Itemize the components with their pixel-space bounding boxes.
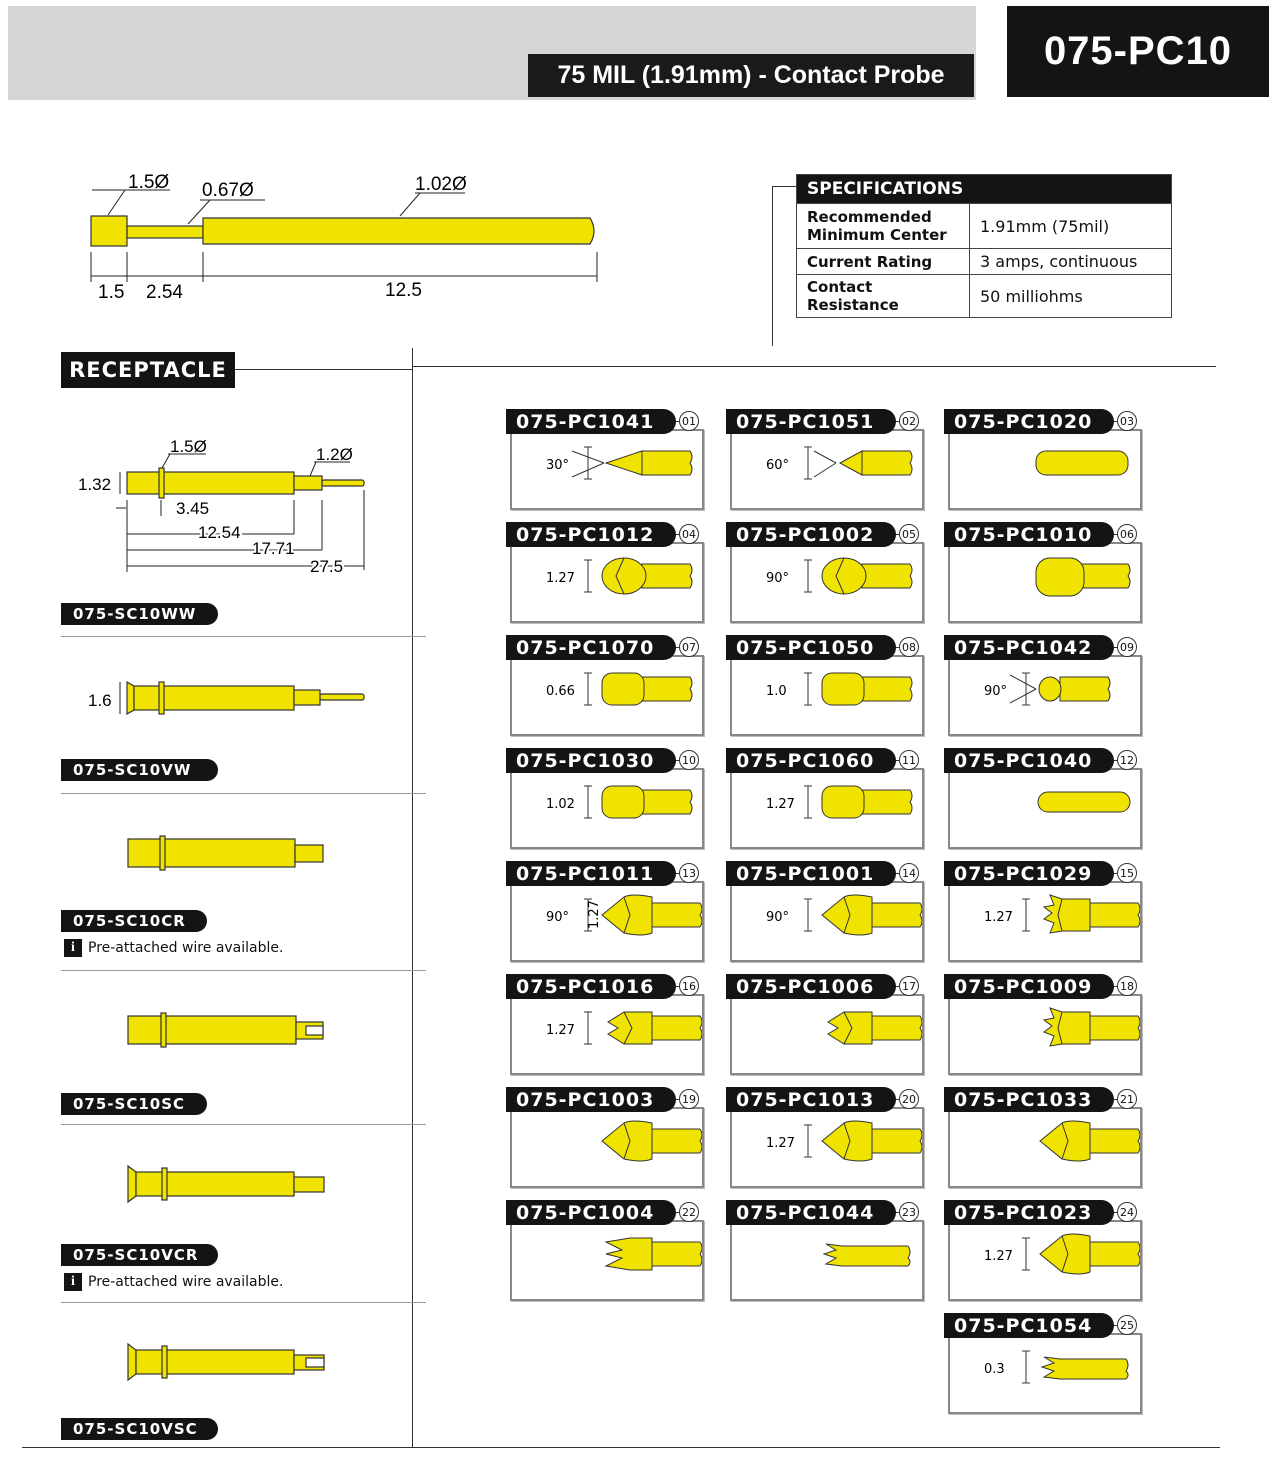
tip-card-frame — [730, 655, 924, 736]
tip-index-badge: 14 — [899, 863, 919, 883]
tip-part-number: 075-PC1004 — [506, 1200, 676, 1225]
tip-card — [726, 1200, 918, 1300]
tip-label: 60° — [766, 458, 790, 473]
receptacle-part-ww: 075-SC10WW — [61, 603, 218, 625]
spec-row — [797, 275, 1172, 318]
tip-card-frame — [948, 542, 1142, 623]
info-icon: i — [64, 1273, 82, 1291]
specifications-table — [796, 174, 1172, 318]
column-divider — [412, 348, 413, 1448]
tip-part-number: 075-PC1001 — [726, 861, 896, 886]
spec-label: Minimum Center — [807, 226, 947, 244]
dimension-mark — [804, 899, 812, 931]
tip-card — [506, 974, 698, 1074]
tip-drawing — [732, 770, 922, 847]
receptacle-divider — [61, 1302, 426, 1303]
tip-part-number: 075-PC1042 — [944, 635, 1114, 660]
tip-drawing — [950, 770, 1140, 847]
receptacle-divider — [61, 1124, 426, 1125]
tip-card — [506, 748, 698, 848]
tip-drawing — [950, 1335, 1140, 1412]
tip-part-number: 075-PC1030 — [506, 748, 676, 773]
tip-index-badge: 08 — [899, 637, 919, 657]
tip-drawing — [512, 1222, 702, 1299]
tip-index-badge: 07 — [679, 637, 699, 657]
receptacle-dia2-label: 1.2Ø — [316, 445, 353, 464]
tip-index-badge: 15 — [1117, 863, 1137, 883]
tip-card-frame — [948, 994, 1142, 1075]
tip-part-number: 075-PC1060 — [726, 748, 896, 773]
tip-drawing — [950, 431, 1140, 508]
tip-part-number: 075-PC1009 — [944, 974, 1114, 999]
tip-drawing — [950, 883, 1140, 960]
tip-index-badge: 25 — [1117, 1315, 1137, 1335]
spec-label: Contact Resistance — [797, 275, 970, 318]
tip-card-frame — [510, 1220, 704, 1301]
tip-card — [726, 635, 918, 735]
spec-value: 50 milliohms — [970, 275, 1172, 318]
tip-card — [506, 522, 698, 622]
tip-drawing — [512, 544, 702, 621]
tip-card — [944, 1200, 1136, 1300]
dimension-mark — [804, 560, 812, 592]
tip-label: 1.27 — [546, 1023, 575, 1038]
tip-part-number: 075-PC1050 — [726, 635, 896, 660]
tip-label-secondary: 1.27 — [587, 900, 602, 929]
receptacle-sc-diagram — [120, 1010, 330, 1050]
tip-card-frame — [730, 768, 924, 849]
probe-diagram — [70, 160, 630, 310]
tip-part-number: 075-PC1006 — [726, 974, 896, 999]
tip-part-number: 075-PC1012 — [506, 522, 676, 547]
tip-card — [944, 635, 1136, 735]
part-number-badge: 075-PC10 — [1007, 6, 1269, 97]
receptacle-divider — [61, 970, 426, 971]
tip-card-frame — [730, 994, 924, 1075]
tip-drawing — [732, 1109, 922, 1186]
tip-part-number: 075-PC1044 — [726, 1200, 896, 1225]
tip-index-badge: 22 — [679, 1202, 699, 1222]
receptacle-part-vw: 075-SC10VW — [61, 759, 218, 781]
dimension-mark — [1022, 673, 1030, 705]
tip-card-frame — [730, 1220, 924, 1301]
tip-drawing — [732, 1222, 922, 1299]
tip-label: 90° — [766, 910, 790, 925]
tip-card-frame — [948, 768, 1142, 849]
dimension-mark — [1022, 1351, 1030, 1383]
wire-note — [64, 939, 283, 957]
tip-drawing — [732, 657, 922, 734]
spec-bracket-vertical — [772, 186, 773, 346]
tip-label: 1.27 — [766, 1136, 795, 1151]
tip-card-frame — [730, 429, 924, 510]
tip-index-badge: 23 — [899, 1202, 919, 1222]
tip-card — [944, 861, 1136, 961]
tip-index-badge: 06 — [1117, 524, 1137, 544]
tip-part-number: 075-PC1041 — [506, 409, 676, 434]
tip-card — [944, 1087, 1136, 1187]
info-icon: i — [64, 939, 82, 957]
dimension-mark — [584, 560, 592, 592]
tip-part-number: 075-PC1020 — [944, 409, 1114, 434]
tip-card-frame — [510, 429, 704, 510]
page-title: 75 MIL (1.91mm) - Contact Probe — [528, 54, 974, 97]
neck-dia-label: 0.67Ø — [202, 180, 254, 201]
tip-drawing — [512, 657, 702, 734]
receptacle-height-label: 1.32 — [78, 475, 112, 494]
tip-card — [726, 748, 918, 848]
dimension-mark — [584, 786, 592, 818]
spec-label: Current Rating — [797, 249, 970, 275]
tip-card — [506, 861, 698, 961]
tip-card — [944, 522, 1136, 622]
tip-part-number: 075-PC1002 — [726, 522, 896, 547]
tip-index-badge: 18 — [1117, 976, 1137, 996]
tip-index-badge: 19 — [679, 1089, 699, 1109]
tip-drawing — [950, 544, 1140, 621]
tip-label: 1.27 — [766, 797, 795, 812]
tip-label: 1.27 — [984, 910, 1013, 925]
tip-drawing — [512, 1109, 702, 1186]
receptacle-part-cr: 075-SC10CR — [61, 910, 207, 932]
dimension-mark — [804, 786, 812, 818]
spec-label: Recommended — [807, 208, 932, 226]
tip-part-number: 075-PC1051 — [726, 409, 896, 434]
tip-part-number: 075-PC1040 — [944, 748, 1114, 773]
receptacle-d3-label: 17.71 — [252, 539, 295, 558]
dimension-mark — [584, 1012, 592, 1044]
tip-part-number: 075-PC1016 — [506, 974, 676, 999]
head-length-label: 1.5 — [98, 282, 125, 303]
tip-index-badge: 12 — [1117, 750, 1137, 770]
head-dia-label: 1.5Ø — [128, 172, 170, 193]
tip-part-number: 075-PC1029 — [944, 861, 1114, 886]
tip-part-number: 075-PC1054 — [944, 1313, 1114, 1338]
tip-drawing — [512, 996, 702, 1073]
tip-label: 1.02 — [546, 797, 575, 812]
tip-card — [726, 522, 918, 622]
tip-card — [726, 861, 918, 961]
tip-part-number: 075-PC1013 — [726, 1087, 896, 1112]
tip-card — [944, 1313, 1136, 1413]
tip-part-number: 075-PC1070 — [506, 635, 676, 660]
tip-label: 1.27 — [546, 571, 575, 586]
tip-index-badge: 24 — [1117, 1202, 1137, 1222]
tip-part-number: 075-PC1003 — [506, 1087, 676, 1112]
dimension-mark — [804, 447, 812, 479]
tip-index-badge: 05 — [899, 524, 919, 544]
tip-label: 30° — [546, 458, 570, 473]
tip-card — [506, 1087, 698, 1187]
receptacle-divider — [61, 793, 426, 794]
tip-drawing — [950, 1109, 1140, 1186]
neck-length-label: 2.54 — [146, 282, 183, 303]
tip-card — [506, 635, 698, 735]
spec-row — [797, 204, 1172, 249]
tip-drawing — [732, 996, 922, 1073]
tip-index-badge: 01 — [679, 411, 699, 431]
wire-note-text: Pre-attached wire available. — [88, 1274, 284, 1290]
dimension-mark — [584, 447, 592, 479]
spec-bracket — [772, 186, 796, 187]
specifications-heading: SPECIFICATIONS — [797, 175, 1172, 204]
tip-card — [726, 974, 918, 1074]
receptacle-diagram — [70, 430, 380, 580]
receptacle-d4-label: 27.5 — [310, 557, 344, 576]
dimension-mark — [584, 673, 592, 705]
tip-label: 90° — [546, 910, 570, 925]
tip-label: 0.66 — [546, 684, 575, 699]
tip-card — [506, 409, 698, 509]
tip-card-frame — [948, 1333, 1142, 1414]
tip-index-badge: 02 — [899, 411, 919, 431]
tip-card — [506, 1200, 698, 1300]
tip-card-frame — [730, 881, 924, 962]
tip-drawing — [512, 431, 702, 508]
tip-card-frame — [510, 542, 704, 623]
receptacle-d1-label: 3.45 — [176, 499, 210, 518]
tip-index-badge: 16 — [679, 976, 699, 996]
dimension-mark — [1022, 1238, 1030, 1270]
tip-card — [726, 1087, 918, 1187]
dimension-mark — [804, 1125, 812, 1157]
tip-card — [944, 974, 1136, 1074]
tip-part-number: 075-PC1023 — [944, 1200, 1114, 1225]
barrel-length-label: 12.5 — [385, 280, 422, 301]
wire-note — [64, 1273, 283, 1291]
tip-part-number: 075-PC1033 — [944, 1087, 1114, 1112]
receptacle-cr-diagram — [120, 833, 330, 873]
tip-card-frame — [948, 1220, 1142, 1301]
tip-index-badge: 10 — [679, 750, 699, 770]
tip-drawing — [950, 996, 1140, 1073]
receptacle-rule — [235, 369, 413, 370]
tip-label: 1.0 — [766, 684, 787, 699]
tip-drawing — [732, 544, 922, 621]
receptacle-part-vsc: 075-SC10VSC — [61, 1418, 218, 1440]
tip-index-badge: 13 — [679, 863, 699, 883]
tip-label: 90° — [984, 684, 1008, 699]
spec-row — [797, 249, 1172, 275]
receptacle-d2-label: 12.54 — [198, 523, 241, 542]
tip-index-badge: 20 — [899, 1089, 919, 1109]
tip-index-badge: 11 — [899, 750, 919, 770]
tip-card-frame — [510, 655, 704, 736]
receptacle-divider — [61, 636, 426, 637]
tip-part-number: 075-PC1011 — [506, 861, 676, 886]
tips-top-rule — [412, 366, 1216, 367]
dimension-mark — [804, 673, 812, 705]
tip-card-frame — [948, 429, 1142, 510]
tip-label: 1.27 — [984, 1249, 1013, 1264]
tip-card — [944, 409, 1136, 509]
receptacle-part-vcr: 075-SC10VCR — [61, 1244, 218, 1266]
tip-drawing — [950, 657, 1140, 734]
tip-drawing — [732, 431, 922, 508]
tip-card — [726, 409, 918, 509]
tip-card-frame — [510, 768, 704, 849]
tip-card-frame — [730, 1107, 924, 1188]
tip-index-badge: 09 — [1117, 637, 1137, 657]
spec-value: 3 amps, continuous — [970, 249, 1172, 275]
tip-card-frame — [510, 881, 704, 962]
spec-value: 1.91mm (75mil) — [970, 204, 1172, 249]
receptacle-heading: RECEPTACLE — [61, 352, 235, 388]
tip-drawing — [512, 883, 702, 960]
tip-card-frame — [948, 881, 1142, 962]
tip-index-badge: 21 — [1117, 1089, 1137, 1109]
tip-drawing — [950, 1222, 1140, 1299]
tip-label: 90° — [766, 571, 790, 586]
receptacle-part-sc: 075-SC10SC — [61, 1093, 207, 1115]
receptacle-vw-height-label: 1.6 — [88, 691, 112, 710]
tip-card — [944, 748, 1136, 848]
tip-index-badge: 04 — [679, 524, 699, 544]
bottom-rule — [22, 1447, 1220, 1448]
tip-card-frame — [948, 655, 1142, 736]
tip-drawing — [512, 770, 702, 847]
dimension-mark — [1022, 899, 1030, 931]
barrel-dia-label: 1.02Ø — [415, 174, 467, 195]
tip-card-frame — [948, 1107, 1142, 1188]
tip-card-frame — [730, 542, 924, 623]
receptacle-vsc-diagram — [120, 1340, 330, 1384]
tip-index-badge: 17 — [899, 976, 919, 996]
tip-drawing — [732, 883, 922, 960]
wire-note-text: Pre-attached wire available. — [88, 940, 284, 956]
tip-card-frame — [510, 994, 704, 1075]
tip-label: 0.3 — [984, 1362, 1005, 1377]
receptacle-vcr-diagram — [120, 1162, 330, 1206]
tip-card-frame — [510, 1107, 704, 1188]
tip-index-badge: 03 — [1117, 411, 1137, 431]
tip-part-number: 075-PC1010 — [944, 522, 1114, 547]
receptacle-dia1-label: 1.5Ø — [170, 437, 207, 456]
receptacle-vw-diagram — [80, 670, 380, 730]
